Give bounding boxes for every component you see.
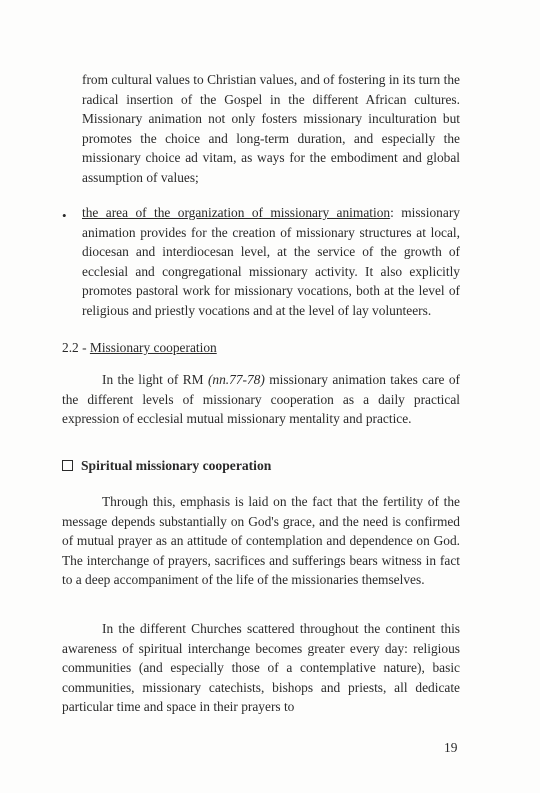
section-title: Missionary cooperation — [89, 340, 217, 355]
rm-paragraph-rest: missionary animation takes care of the different levels of missionary cooperation as a daily practical expression of ecclesial mutual missionary mentality and practice. — [62, 372, 460, 427]
churches-paragraph — [62, 619, 460, 717]
bullet-heading: the area of the organization of missionary animation — [82, 205, 391, 220]
churches-paragraph-text: In the different Churches scattered throughout the continent this awareness of spiritual interchange becomes greater every day: religious communities (and especially those of a contemplative nature), basic communities, missionary catechists, bishops and priests, all dedicate particular time and space in their prayers to — [62, 621, 460, 715]
page-number: 19 — [444, 740, 458, 755]
subheading-spiritual-cooperation — [62, 456, 271, 476]
bullet-icon: • — [62, 208, 67, 223]
section-heading — [62, 338, 217, 358]
checkbox-icon — [62, 460, 73, 471]
section-number: 2.2 - — [62, 340, 90, 355]
rm-paragraph-lead: In the light of RM — [102, 372, 208, 387]
bullet-text — [82, 203, 460, 321]
spiritual-paragraph-text: Through this, emphasis is laid on the fact that the fertility of the message depends substantially on God's grace, and the need is confirmed of mutual prayer as an attitude of contemplation and dependence on God. The interchange of prayers, sacrifices and sufferings bears witness in fact to a deep accompaniment of the life of the missionaries themselves. — [62, 494, 460, 588]
subheading-text: Spiritual missionary cooperation — [81, 458, 272, 473]
rm-reference: (nn.77-78) — [207, 372, 265, 387]
continuation-paragraph: from cultural values to Christian values, and of fostering in its turn the radical insertion of the Gospel in the different African cultures. Missionary animation not only fosters missionary inculturation but promotes the choice and long-term duration, and especially the missionary choice ad vitam, as ways for the embodiment and global assumption of values; — [82, 72, 460, 185]
bullet-item-organization — [62, 203, 460, 321]
bullet-body: : missionary animation provides for the creation of missionary structures at local, diocesan and interdiocesan level, at the service of the growth of ecclesial and congregational missionary activity. It also explicitly promotes pastoral work for missionary vocations, both at the level of religious and priestly vocations and at the level of lay volunteers. — [82, 205, 460, 318]
rm-paragraph — [62, 370, 460, 429]
spiritual-paragraph — [62, 492, 460, 590]
